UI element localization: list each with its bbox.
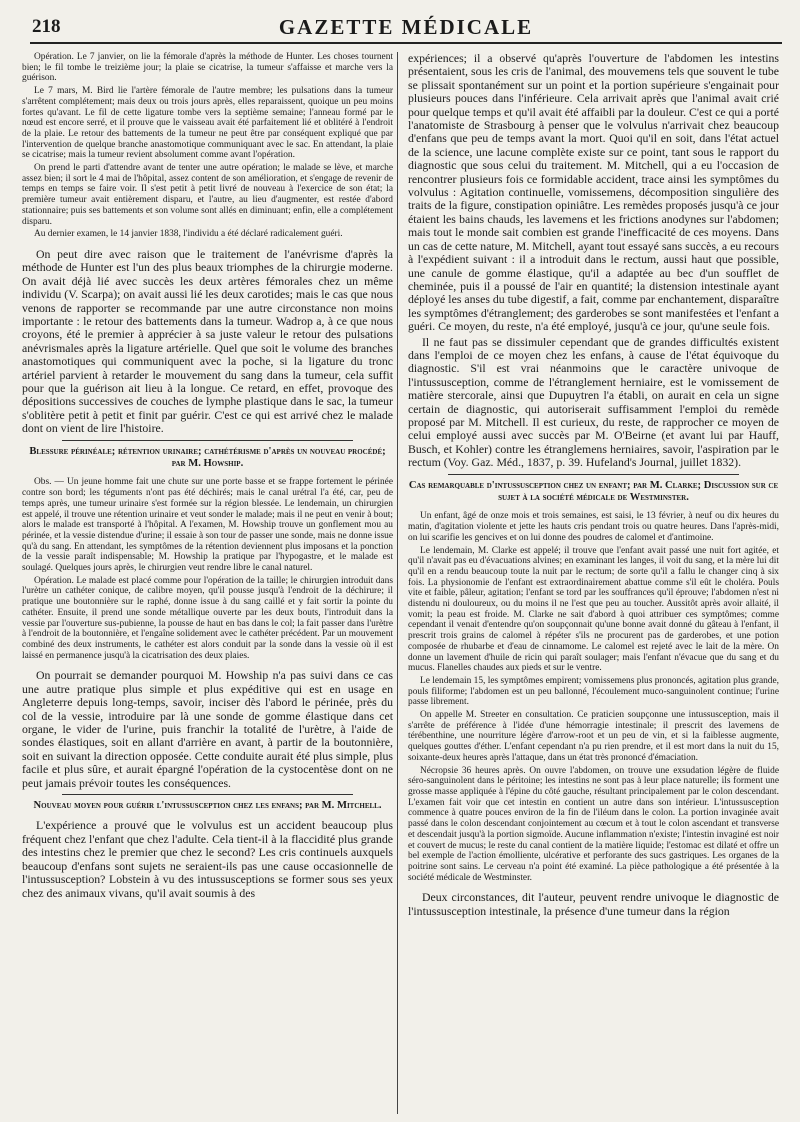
column-rule — [397, 52, 398, 1114]
intro-paragraph: Le 7 mars, M. Bird lie l'artère fémorale de l'autre membre; les pulsations dans la tumeur s'arrêtent complétement; mais deux ou trois jours après, elles reparaissent, quoique un peu moins fortes qu'avant. Le fil de cette ligature tombe vers la septième semaine; l'anneau formé par le nœud est encore serré, et il prouve que le vaisseau avait été parfaitement lié et oblitéré à l'endroit de la plaie. Le retour des battements de la tumeur ne peut être par conséquent expliqué que par l'intervention de quelque branche anastomotique communiquant avec le sac. En attendant, la plaie se cicatrise; mais la tumeur revient absolument comme avant l'opération. — [22, 86, 393, 161]
section-divider — [62, 794, 353, 795]
article-heading: Cas remarquable d'intussusception chez un enfant; par M. Clarke; Discussion sur ce sujet à la société médicale de Westminster. — [408, 479, 779, 503]
article-paragraph: Le lendemain 15, les symptômes empirent; vomissemens plus prononcés, agitation plus grande, pouls filiforme; l'abdomen est un peu ballonné, l'écoulement muco-sanguinolent continue; l'urine passe librement. — [408, 675, 779, 708]
page-header — [30, 14, 782, 44]
article-paragraph: Le lendemain, M. Clarke est appelé; il trouve que l'enfant avait passé une nuit fort agitée, et qu'il n'avait pas eu d'évacuations alvines; en examinant les langes, il voit du sang, et la mère lui dit qu'il en a rendu beaucoup toute la nuit par le rectum; de sorte qu'il a fallu le changer cinq à six fois. La physionomie de l'enfant est extraordinairement abattue comme s'il eût le choléra. Pouls vite et faible, pâleur, agitation; l'enfant se tord par les souffrances qu'il éprouve; l'abdomen n'est ni distendu ni douloureux, ou du moins il ne l'est que peu au toucher. Aussitôt après avoir allaité, il vomit; la peau est froide. M. Clarke ne sait d'abord à quoi attribuer ces symptômes; comme cependant il venait d'entendre qu'on soupçonnait qu'une bonne avait donné du gâteau à l'enfant, il prescrit trois grains de calomel à répéter s'ils ne procurent pas de garderobes, et une potion composée de rhubarbe et d'eau de cinnamome. Le calomel est rejeté avec le lait de la mère. On donne un lavement d'huile de ricin qui paraît soulager; mais l'enfant n'évacue que du sang et du mucus. Flanelles chaudes aux pieds et sur le ventre. — [408, 545, 779, 674]
editorial-commentary: On peut dire avec raison que le traitement de l'anévrisme d'après la méthode de Hunter est l'un des plus beaux triomphes de la chirurgie moderne. On avait déjà lié avec succès les deux artères fémorales chez un même individu (V. Scarpa); on avait aussi lié les deux carotides; mais le cas que nous venons de rapporter se recommande par une autre circonstance non moins importante : le retour des battements dans la tumeur. Wadrop a, à ce que nous croyons, été le premier à apprécier à sa juste valeur le retour des pulsations anévrismales après la ligature artérielle. Quel que soit le volume des branches anastomotiques qui communiquent avec la poche, si la ligature du tronc artériel parvient à retarder le mouvement du sang dans la tumeur, cela suffit pour que la guérison ait lieu à la longue. Ce retard, en effet, provoque des dépositions successives de couches de lymphe plastique dans le sac, la tumeur s'oblitère petit à petit et finit par guérir. C'est ce qui est arrivé chez le malade dont on vient de lire l'histoire. — [22, 246, 393, 436]
article-heading: Nouveau moyen pour guérir l'intussusception chez les enfans; par M. Mitchell. — [33, 800, 382, 812]
article-heading: Blessure périnéale; rétention urinaire; cathétérisme d'après un nouveau procédé; par M. Howship. — [29, 445, 386, 470]
intro-paragraph: Au dernier examen, le 14 janvier 1838, l'individu a été déclaré radicalement guéri. — [34, 229, 343, 240]
journal-title: GAZETTE MÉDICALE — [278, 15, 534, 39]
right-column — [408, 52, 779, 1118]
article-paragraph: L'expérience a prouvé que le volvulus est un accident beaucoup plus fréquent chez l'enfant que chez l'adulte. Cela tient-il à la flaccidité plus grande des intestins chez le premier que chez le second? Les cris continuels auxquels beaucoup d'enfans sont sujets ne seraient-ils pas une cause occasionnelle de l'intussusception? Lobstein à vu des intussusceptions se former sous ses yeux chez des animaux vivans, qu'il avait soumis à des — [22, 818, 393, 900]
section-divider — [62, 440, 353, 441]
article-paragraph: Un enfant, âgé de onze mois et trois semaines, est saisi, le 13 février, à neuf ou dix heures du matin, d'agitation violente et jette les hauts cris pendant trois ou quatre heures. Dans l'après-midi, on lui scarifie les gencives et on lui donne des poudres de calomel et d'antimoine. — [408, 511, 779, 543]
article-paragraph: expériences; il a observé qu'après l'ouverture de l'abdomen les intestins présentaient, sous les cris de l'animal, des mouvemens tels que souvent le tube se plissait spontanément sur un point et la portion supérieure s'engainait pour plusieurs pouces dans l'inférieure. Cela arrivait après que l'animal avait crié pour quelque temps et qu'il avait été affaibli par la douleur. C'est ce qui a porté l'anatomiste de Strasbourg à penser que le volvulus n'arrivait chez beaucoup d'enfans que peu de temps avant la mort. Quoi qu'il en soit, dans l'état actuel de la science, une lacune complète existe sur ce point, tant sous le rapport du diagnostic que sous celui du traitement. M. Mitchell, qui a eu l'occasion de rencontrer plusieurs fois ce formidable accident, trace ainsi les symptômes du volvulus : Agitation continuelle, vomissemens, décomposition singulière des traits de la figure, constipation opiniâtre. Les remèdes proposés jusqu'à ce jour étaient les bains chauds, les lavemens et les frictions anodynes sur l'abdomen; mais tout le monde sait combien est grande l'inefficacité de ces moyens. Dans un cas de cette nature, M. Mitchell, ayant tout essayé sans succès, a eu recours à l'expédient suivant : il a introduit dans le rectum, aussi haut que possible, une canule de gomme élastique, qu'il a adaptée au bec d'un soufflet de cheminée, puis il a poussé de l'air en quantité; la distension intestinale ayant déployé les anses du tube digestif, a fait, comme par enchantement, disparaître les symptômes d'étranglement; des garderobes se sont manifestées et l'enfant a guéri. Ce moyen, du reste, n'a été employé, jusqu'à ce jour, qu'une seule fois. — [408, 52, 779, 334]
intro-paragraph: Opération. Le 7 janvier, on lie la fémorale d'après la méthode de Hunter. Les choses tournent bien; le fil tombe le treizième jour; la plaie se cicatrise, la tumeur s'affaisse et marche vers la guérison. — [22, 52, 393, 84]
intro-paragraph: On prend le parti d'attendre avant de tenter une autre opération; le malade se lève, et marche assez bien; il sort le 4 mai de l'hôpital, assez content de son amélioration, et s'engage de revenir de temps en temps se faire voir. Il s'est petit à petit livré de nouveau à l'exercice de son état; la première tumeur avait entièrement disparu, et l'autre, au lieu d'augmenter, est restée d'abord stationnaire; puis ses battements et son volume sont allés en diminuant; enfin, elle a complétement disparu. — [22, 163, 393, 227]
article-paragraph: Opération. Le malade est placé comme pour l'opération de la taille; le chirurgien introduit dans l'urètre un cathéter conique, de calibre moyen, qu'il pousse jusqu'à l'endroit de la déchirure; il pratique une boutonnière sur le raphé, donne issue à du sang caillé et y fait sortir la pointe du cathéter. Ensuite, il prend une sonde métallique ouverte par les deux bouts, l'introduit dans la vessie par l'ouverture sus-pubienne, la pousse de haut en bas dans le col; la fait passer dans l'urètre à l'endroit de la boutonnière, et l'engaîne solidement avec le cathéter précédent. Par un mouvement combiné des deux instruments, le cathéter est alors conduit par la sonde dans la vessie où il est laissé en permanence jusqu'à la cicatrisation des deux plaies. — [22, 575, 393, 661]
left-column — [22, 52, 393, 1118]
article-paragraph: Nécropsie 36 heures après. On ouvre l'abdomen, on trouve une exsudation légère de fluide séro-sanguinolent dans le péritoine; les intestins ne sont pas à leur place naturelle; ils forment une grosse masse appliquée à l'épine du côté gauche, résultant principalement par le colon descendant. L'examen fait voir que cet intestin en contient un autre dans son intérieur. L'intussusception commence à quatre pouces environ de la fin de l'iléum dans le colon. La portion invaginée avait passé dans le colon descendant conjointement au cœcum et à tout le colon ascendant et transverse et descendait jusqu'à la portion sigmoïde. Aucune inflammation n'existe; l'intestin invaginé est noir et couvert de mucus; le reste du canal contient de la matière liquide; l'estomac est dilaté et offre un bel exemple de l'action émolliente, ulcérative et perforante des sucs gastriques. Les organes de la poitrine sont sains. Le cerveau n'a point été examiné. La pièce pathologique a été présentée à la société médicale de Westminster. — [408, 765, 779, 883]
article-paragraph: Obs. — Un jeune homme fait une chute sur une porte basse et se frappe fortement le périnée contre son bord; les téguments n'ont pas été déchirés; mais le canal urétral l'a été, car, peu de temps après, une tumeur urinaire s'est formée sur la région blessée. Le lendemain, un chirurgien est appelé, il trouve une rétention urinaire et veut sonder le malade; mais il ne peut en venir à bout; alors le malade est transporté à l'hôpital. A l'examen, M. Howship trouve un gonflement mou au périnée, et la vessie distendue d'urine; il essaie à son tour de passer une sonde, mais ne donne issue qu'à du sang. En attendant, les symptômes de la rétention deviennent plus imposans et la ponction de la vessie paraît indispensable; M. Howship la pratique par l'hypogastre, et le malade est soulagé. Quelques jours après, le chirurgien veut rendre libre le canal naturel. — [22, 477, 393, 574]
article-paragraph: Il ne faut pas se dissimuler cependant que de grandes difficultés existent dans l'emploi de ce moyen chez les enfans, à cause de l'état équivoque du diagnostic. S'il est vrai néanmoins que le caractère univoque de l'intussusception, comme de l'étranglement herniaire, est le vomissement de matière stercorale, ainsi que Dupuytren l'a établi, on aurait en cela un signe certain de diagnostic, qui autoriserait suffisamment l'emploi du remède proposé par M. Mitchell. Il est curieux, du reste, de rapprocher ce moyen de celui employé aussi avec succès par M. O'Beirne (et avant lui par Hauff, Busch, et Kohler) contre les étranglemens herniaires, savoir, l'aspiration par le rectum (Voy. Gaz. Méd., 1837, p. 39. Hufeland's Journal, juillet 1832). — [408, 334, 779, 470]
article-paragraph: Deux circonstances, dit l'auteur, peuvent rendre univoque le diagnostic de l'intussusception intestinale, la présence d'une tumeur dans la région — [408, 890, 779, 918]
editorial-commentary: On pourrait se demander pourquoi M. Howship n'a pas suivi dans ce cas une autre pratique plus simple et plus expéditive qui est en usage en Angleterre depuis long-temps, savoir, inciser dès l'abord le périnée, près du col de la vessie, introduire par là une sonde de gomme élastique dans cet organe, le vider de l'urine, puis franchir la totalité de l'urètre, à l'aide de sondes élastiques, soit en allant d'arrière en avant, à partir de la boutonnière, soit en suivant la direction opposée. Cette conduite aurait été plus simple, plus facile et plus sûre, et aurait épargné l'opération de la cystocentèse dont on ne peut jamais prévoir toutes les conséquences. — [22, 668, 393, 790]
section-divider — [448, 474, 739, 475]
page-number: 218 — [32, 16, 61, 37]
article-paragraph: On appelle M. Streeter en consultation. Ce praticien soupçonne une intussusception, mais il s'arrête de préférence à l'idée d'une hémorragie intestinale; il prescrit des lavemens de térébenthine, une nourriture légère d'arrow-root et un peu de vin, et si la faiblesse augmente, quelques gouttes d'éther. L'enfant cependant n'a pu rien prendre, et il est mort dans la nuit du 15, soixante-deux heures après l'attaque, dans un état très prononcé d'émaciation. — [408, 710, 779, 763]
